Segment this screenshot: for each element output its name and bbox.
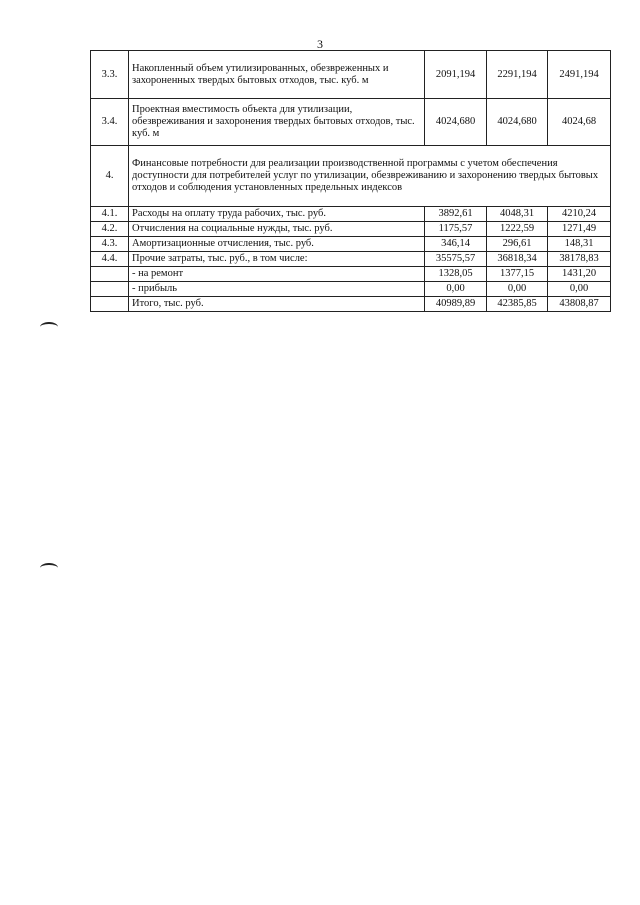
value-cell: 0,00 (548, 282, 611, 297)
value-cell: 40989,89 (425, 297, 487, 312)
value-cell: 2091,194 (425, 51, 487, 99)
table-row (91, 252, 611, 267)
value-cell: 296,61 (487, 237, 548, 252)
row-description: Итого, тыс. руб. (129, 297, 425, 312)
value-cell: 4210,24 (548, 207, 611, 222)
value-cell: 1271,49 (548, 222, 611, 237)
row-number: 4.1. (91, 207, 129, 222)
row-number: 3.3. (91, 51, 129, 99)
row-description: Амортизационные отчисления, тыс. руб. (129, 237, 425, 252)
row-number: 3.4. (91, 99, 129, 146)
row-description: - прибыль (129, 282, 425, 297)
page-number: 3 (317, 37, 323, 51)
value-cell: 38178,83 (548, 252, 611, 267)
table-row (91, 99, 611, 146)
row-description: Расходы на оплату труда рабочих, тыс. руб. (129, 207, 425, 222)
value-cell: 1377,15 (487, 267, 548, 282)
row-number (91, 282, 129, 297)
row-description: Проектная вместимость объекта для утилизации, обезвреживания и захоронения твердых бытовых отходов, тыс. куб. м (129, 99, 425, 146)
table-row (91, 267, 611, 282)
row-description: Отчисления на социальные нужды, тыс. руб. (129, 222, 425, 237)
value-cell: 4024,680 (487, 99, 548, 146)
value-cell: 2291,194 (487, 51, 548, 99)
punch-hole-mark (40, 322, 58, 332)
table-row (91, 51, 611, 99)
row-number: 4.2. (91, 222, 129, 237)
table-row (91, 207, 611, 222)
value-cell: 1222,59 (487, 222, 548, 237)
value-cell: 4048,31 (487, 207, 548, 222)
row-description: Накопленный объем утилизированных, обезвреженных и захороненных твердых бытовых отходов, тыс. куб. м (129, 51, 425, 99)
value-cell: 0,00 (487, 282, 548, 297)
table-row (91, 297, 611, 312)
financial-table (90, 50, 611, 312)
row-number (91, 267, 129, 282)
value-cell: 2491,194 (548, 51, 611, 99)
table-row (91, 146, 611, 207)
table-row (91, 237, 611, 252)
row-description: - на ремонт (129, 267, 425, 282)
value-cell: 148,31 (548, 237, 611, 252)
value-cell: 1175,57 (425, 222, 487, 237)
row-number: 4. (91, 146, 129, 207)
value-cell: 4024,680 (425, 99, 487, 146)
row-description: Финансовые потребности для реализации производственной программы с учетом обеспечения доступности для потребителей услуг по утилизации, обезвреживанию и захоронению твердых бытовых отходов и соблюдения установленных предельных индексов (129, 146, 611, 207)
row-number: 4.3. (91, 237, 129, 252)
punch-hole-mark (40, 563, 58, 573)
value-cell: 36818,34 (487, 252, 548, 267)
table-row (91, 282, 611, 297)
value-cell: 3892,61 (425, 207, 487, 222)
value-cell: 346,14 (425, 237, 487, 252)
row-number (91, 297, 129, 312)
value-cell: 35575,57 (425, 252, 487, 267)
table-row (91, 222, 611, 237)
value-cell: 1431,20 (548, 267, 611, 282)
value-cell: 0,00 (425, 282, 487, 297)
row-description: Прочие затраты, тыс. руб., в том числе: (129, 252, 425, 267)
value-cell: 43808,87 (548, 297, 611, 312)
value-cell: 1328,05 (425, 267, 487, 282)
row-number: 4.4. (91, 252, 129, 267)
value-cell: 42385,85 (487, 297, 548, 312)
value-cell: 4024,68 (548, 99, 611, 146)
